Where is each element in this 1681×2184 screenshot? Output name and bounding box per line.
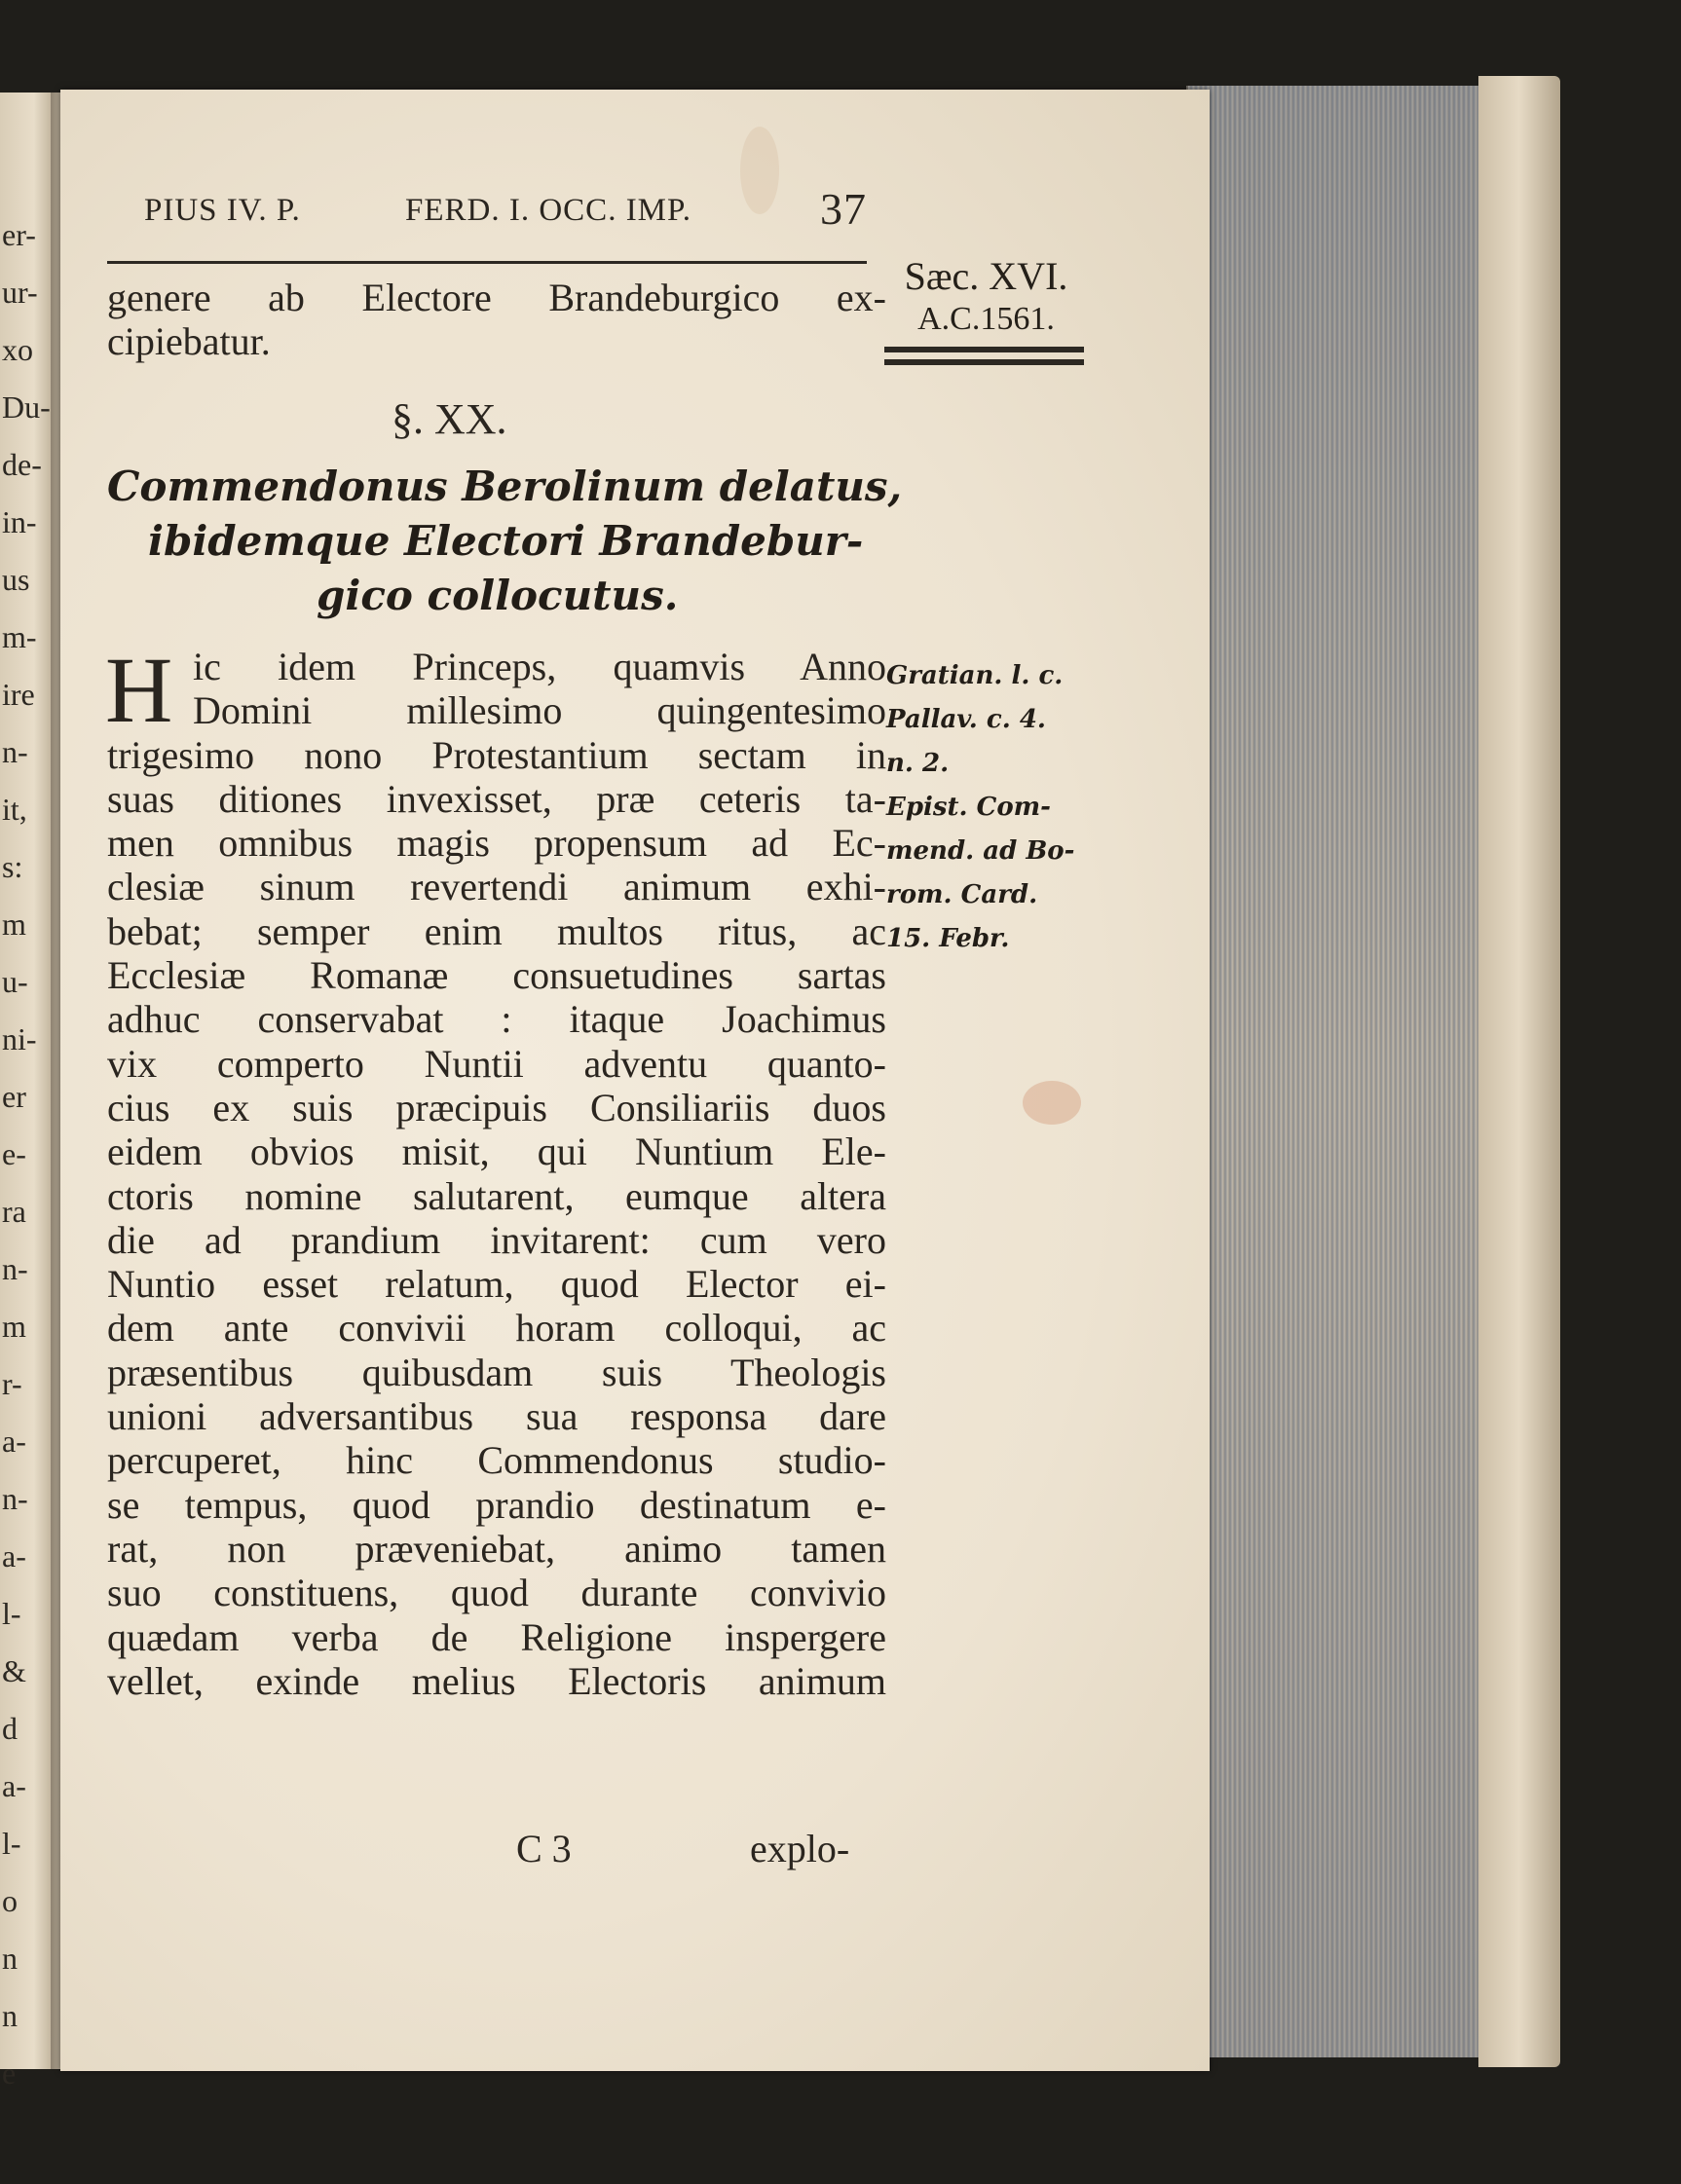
year-sidebar [891, 255, 1081, 341]
main-text [105, 638, 886, 1703]
left-page-fragment-text: Du- [2, 389, 51, 425]
left-page-fragment-text: n- [2, 1251, 28, 1286]
running-head-left: PIUS IV. P. [144, 193, 301, 228]
margin-note-line: 15. Febr. [886, 924, 1010, 953]
running-head-middle: FERD. I. OCC. IMP. [405, 193, 691, 228]
section-title-line: Commendonus Berolinum delatus, [107, 463, 903, 510]
running-head [144, 184, 867, 234]
left-page-fragment [0, 93, 56, 2091]
left-page-fragment-text: e- [2, 1136, 26, 1171]
text-line: unioni adversantibus sua responsa dare [107, 1394, 886, 1439]
signature-mark: C 3 [516, 1827, 572, 1870]
left-page-fragment-text: l- [2, 1826, 21, 1861]
text-line: vix comperto Nuntii adventu quanto- [107, 1041, 886, 1086]
margin-notes [886, 654, 1091, 961]
text-line: men omnibus magis propensum ad Ec- [107, 821, 886, 866]
drop-capital: H [105, 638, 173, 742]
left-page-fragment-text: m [2, 1309, 26, 1344]
text-line: quædam verba de Religione inspergere [107, 1614, 886, 1659]
left-page-fragment-text: u- [2, 964, 28, 999]
margin-note-line: mend. ad Bo- [886, 836, 1075, 866]
left-page-fragment-text: n [2, 1998, 18, 2033]
section-title [107, 460, 903, 623]
text-line: die ad prandium invitarent: cum vero [107, 1217, 886, 1262]
book-cover-edge [1478, 76, 1560, 2067]
margin-note-line: Epist. Com- [886, 793, 1051, 822]
left-page-fragment-text: l- [2, 1596, 21, 1631]
text-line: suo constituens, quod durante convivio [107, 1571, 886, 1615]
left-page-fragment-text: de- [2, 447, 42, 482]
text-line: vellet, exinde melius Electoris animum [107, 1658, 886, 1703]
left-page-fragment-text: m- [2, 619, 37, 654]
left-page-fragment-text: m [2, 907, 26, 942]
catchword: explo- [750, 1827, 850, 1870]
text-line: cipiebatur. [107, 318, 271, 363]
left-page-fragment-text: o [2, 1883, 18, 1918]
text-line: ctoris nomine salutarent, eumque altera [107, 1173, 886, 1218]
text-line: suas ditiones invexisset, præ ceteris ta- [107, 776, 886, 821]
left-page-fragment-text: ra [2, 1194, 26, 1229]
left-page-fragment-text: a- [2, 1768, 26, 1803]
header-rule [107, 261, 867, 264]
left-page-fragment-text: n- [2, 734, 28, 769]
left-page-fragment-text: n [2, 1941, 18, 1976]
text-line: adhuc conservabat : itaque Joachimus [107, 997, 886, 1042]
text-line: Domini millesimo quingentesimo [193, 688, 886, 733]
margin-note-line: rom. Card. [886, 880, 1038, 909]
page-fore-edge [1186, 86, 1480, 2057]
text-line: eidem obvios misit, qui Nuntium Ele- [107, 1129, 886, 1174]
text-line: trigesimo nono Protestantium sectam in [107, 732, 886, 777]
sidebar-rules [884, 347, 1084, 372]
paper-stain [740, 127, 779, 214]
anno-label: A.C.1561. [917, 301, 1055, 337]
opening-text [107, 277, 886, 363]
left-page-fragment-text: in- [2, 504, 37, 539]
left-page-fragment-text: ur- [2, 275, 38, 310]
section-title-line: ibidemque Electori Brandebur- [148, 517, 864, 565]
margin-note-line: Pallav. c. 4. [886, 705, 1046, 734]
left-page-fragment-text: s: [2, 849, 23, 884]
section-title-line: gico collocutus. [317, 572, 679, 619]
left-page-fragment-text: a- [2, 1538, 26, 1573]
text-line: percuperet, hinc Commendonus studio- [107, 1438, 886, 1483]
left-page-fragment-text: r- [2, 1366, 22, 1401]
margin-note-line: n. 2. [886, 749, 950, 778]
text-line: clesiæ sinum revertendi animum exhi- [107, 865, 886, 909]
section-number: §. XX. [392, 395, 507, 443]
saeculum-label: Sæc. XVI. [904, 254, 1068, 298]
paper-stain [1023, 1081, 1081, 1125]
left-page-fragment-text: & [2, 1653, 26, 1688]
left-page-fragment-text: n- [2, 1481, 28, 1516]
left-page-fragment-text: e [2, 2055, 17, 2091]
margin-note-line: Gratian. l. c. [886, 661, 1064, 690]
left-page-fragment-text: er [2, 1079, 26, 1114]
text-line: ic idem Princeps, quamvis Anno [193, 645, 886, 688]
text-line: Ecclesiæ Romanæ consuetudines sartas [107, 953, 886, 998]
left-page-fragment-text: it, [2, 792, 27, 827]
left-page-fragment-text: us [2, 562, 30, 597]
left-page-fragment-text: d [2, 1711, 18, 1746]
page-number: 37 [820, 184, 867, 234]
left-page-fragment-text: xo [2, 332, 33, 367]
left-page-fragment-text: er- [2, 217, 36, 252]
text-line: bebat; semper enim multos ritus, ac [107, 908, 886, 953]
text-line: dem ante convivii horam colloqui, ac [107, 1306, 886, 1351]
text-line: se tempus, quod prandio destinatum e- [107, 1482, 886, 1527]
text-line: præsentibus quibusdam suis Theologis [107, 1350, 886, 1394]
left-page-fragment-text: a- [2, 1424, 26, 1459]
text-line: Nuntio esset relatum, quod Elector ei- [107, 1262, 886, 1307]
text-line: genere ab Electore Brandeburgico ex- [107, 276, 886, 319]
left-page-fragment-text: ire [2, 677, 35, 712]
left-page-fragment-text: ni- [2, 1021, 37, 1056]
text-line: cius ex suis præcipuis Consiliariis duos [107, 1085, 886, 1129]
text-line: rat, non præveniebat, animo tamen [107, 1526, 886, 1571]
